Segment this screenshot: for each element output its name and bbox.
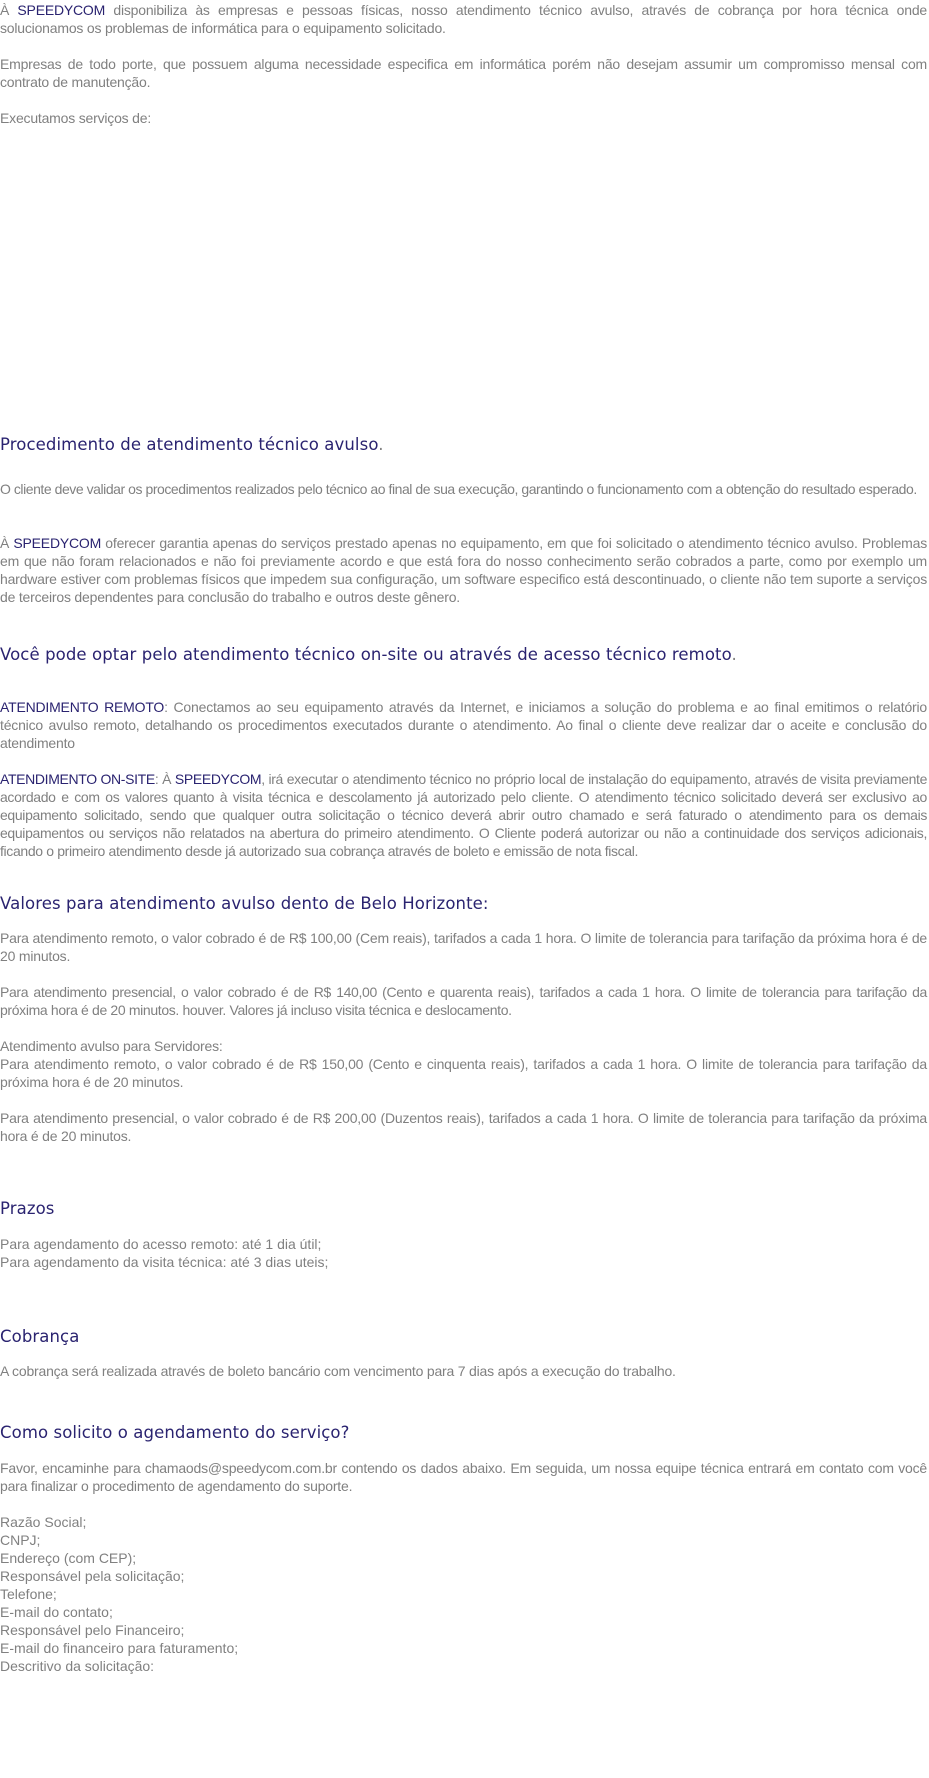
procedimento-heading: Procedimento de atendimento técnico avulso. (0, 435, 384, 454)
intro-paragraph (0, 1, 927, 37)
opcoes-heading: Você pode optar pelo atendimento técnico on-site ou através de acesso técnico remoto. (0, 645, 737, 664)
field-responsavel: Responsável pela solicitação; (0, 1568, 185, 1584)
atendimento-remoto-paragraph: ATENDIMENTO REMOTO: Conectamos ao seu equipamento através da Internet, e iniciamos a solução do problema e ao final emitimos o relatório técnico avulso remoto, detalhando os procedimentos executados durante o atendimento. Ao final o cliente deve realizar dar o aceite e conclusão do atendimento (0, 699, 927, 751)
cobranca-paragraph: A cobrança será realizada através de boleto bancário com vencimento para 7 dias após a execução do trabalho. (0, 1363, 676, 1379)
field-email-financeiro: E-mail do financeiro para faturamento; (0, 1640, 239, 1656)
field-descritivo: Descritivo da solicitação: (0, 1658, 155, 1674)
intro-paragraph-2: Empresas de todo porte, que possuem alguma necessidade especifica em informática porém não desejam assumir um compromisso mensal com contrato de manutenção. (0, 56, 927, 90)
prazos-heading: Prazos (0, 1199, 55, 1218)
services-label: Executamos serviços de: (0, 110, 152, 126)
valores-heading: Valores para atendimento avulso dento de Belo Horizonte: (0, 894, 489, 913)
procedimento-paragraph-2: À SPEEDYCOM oferecer garantia apenas do serviços prestado apenas no equipamento, em que foi solicitado o atendimento técnico avulso. Problemas em que não foram relacionados e não foi previamente acordo e que está fora do nosso conhecimento serão cobrados a parte, como por exemplo um hardware estiver com problemas físicos que impedem sua configuração, um software especifico está descontinuado, o cliente não tem suporte a serviços de terceiros dependentes para conclusão do trabalho e outros deste gênero. (0, 535, 927, 605)
atendimento-onsite-paragraph: ATENDIMENTO ON-SITE: À SPEEDYCOM, irá executar o atendimento técnico no próprio local de instalação do equipamento, através de visita previamente acordado e com os valores quanto à visita técnica e descolamento já autorizado pelo cliente. O atendimento técnico solicitado deverá ser exclusivo ao equipamento solicitado, sendo que qualquer outra solicitação o técnico deverá abrir outro chamado e será faturado o atendimento para os demais equipamentos ou serviços não relatados na abertura do primeiro atendimento. O Cliente poderá autorizar ou não a continuidade dos serviços adicionais, ficando o primeiro atendimento desde já autorizado sua cobrança através de boleto e emissão de nota fiscal. (0, 771, 928, 859)
agendamento-heading: Como solicito o agendamento do serviço? (0, 1423, 350, 1442)
prazos-section (0, 1198, 927, 1220)
field-razao-social: Razão Social; (0, 1514, 87, 1530)
valores-paragraph-4: Para atendimento presencial, o valor cobrado é de R$ 200,00 (Duzentos reais), tarifados a cada 1 hora. O limite de tolerancia para tarifação da próxima hora é de 20 minutos. (0, 1110, 927, 1144)
prazo-remoto: Para agendamento do acesso remoto: até 1 dia útil; (0, 1236, 322, 1252)
agendamento-fields-list (0, 1513, 927, 1675)
valores-section (0, 893, 927, 915)
brand-name: SPEEDYCOM (174, 771, 262, 787)
agendamento-paragraph: Favor, encaminhe para chamaods@speedycom.com.br contendo os dados abaixo. Em seguida, um nossa equipe técnica entrará em contato com você para finalizar o procedimento de agendamento do suporte. (0, 1460, 927, 1494)
valores-paragraph-2: Para atendimento presencial, o valor cobrado é de R$ 140,00 (Cento e quarenta reais), tarifados a cada 1 hora. O limite de tolerancia para tarifação da próxima hora é de 20 minutos. houver. Valores já incluso visita técnica e deslocamento. (0, 984, 927, 1018)
intro-prefix: À (0, 2, 18, 18)
valores-paragraph-1: Para atendimento remoto, o valor cobrado é de R$ 100,00 (Cem reais), tarifados a cada 1 hora. O limite de tolerancia para tarifação da próxima hora é de 20 minutos. (0, 930, 927, 964)
field-telefone: Telefone; (0, 1586, 57, 1602)
cobranca-heading: Cobrança (0, 1327, 80, 1346)
brand-name: SPEEDYCOM (13, 535, 102, 551)
field-cnpj: CNPJ; (0, 1532, 41, 1548)
opcoes-section (0, 644, 927, 666)
agendamento-section (0, 1422, 927, 1444)
intro-section (0, 1, 927, 37)
servidores-label: Atendimento avulso para Servidores: (0, 1038, 223, 1054)
procedimento-section (0, 434, 927, 456)
cobranca-section (0, 1326, 927, 1348)
intro-text: disponibiliza às empresas e pessoas físicas, nosso atendimento técnico avulso, através de cobrança por hora técnica onde solucionamos os problemas de informática para o equipamento solicitado. (0, 2, 927, 36)
brand-name: SPEEDYCOM (17, 2, 106, 18)
valores-paragraph-3: Para atendimento remoto, o valor cobrado é de R$ 150,00 (Cento e cinquenta reais), tarifados a cada 1 hora. O limite de tolerancia para tarifação da próxima hora é de 20 minutos. (0, 1056, 927, 1090)
field-endereco: Endereço (com CEP); (0, 1550, 137, 1566)
field-responsavel-financeiro: Responsável pelo Financeiro; (0, 1622, 185, 1638)
field-email-contato: E-mail do contato; (0, 1604, 113, 1620)
atendimento-onsite-label: ATENDIMENTO ON-SITE (0, 771, 155, 787)
prazos-list (0, 1235, 927, 1271)
prazo-visita: Para agendamento da visita técnica: até 3 dias uteis; (0, 1254, 329, 1270)
atendimento-remoto-label: ATENDIMENTO REMOTO (0, 699, 165, 715)
procedimento-paragraph-1: O cliente deve validar os procedimentos realizados pelo técnico ao final de sua execução, garantindo o funcionamento com a obtenção do resultado esperado. (0, 481, 917, 497)
